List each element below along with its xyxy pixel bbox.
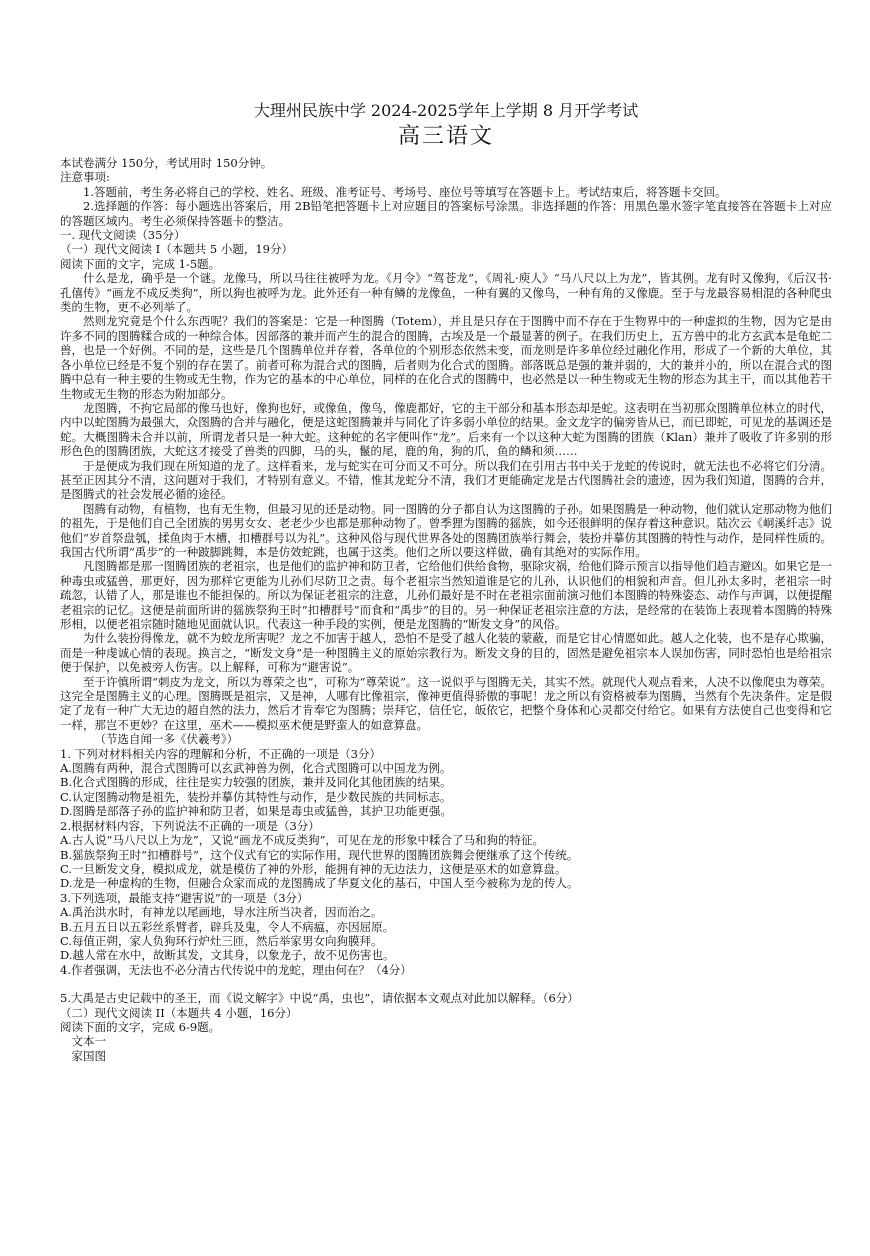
option-2b: B.猺族祭狗王时“扣槽群号”，这个仪式有它的实际作用，现代世界的图腾团族舞会便继承了这个传统。 [60,847,579,862]
sub1-instruction: 阅读下面的文字，完成 1-5题。 [60,256,221,271]
section-heading: 一. 现代文阅读（35分） [60,228,186,243]
score-time: 本试卷满分 150分，考试用时 150分钟。 [60,156,273,170]
option-1a: A.图腾有两种，混合式图腾可以玄武神兽为例，化合式图腾可以中国龙为例。 [60,761,452,776]
sub1-heading: （一）现代文阅读 I（本题共 5 小题，19分） [60,242,293,257]
note-2: 2.选择题的作答：每小题选出答案后，用 2B铅笔把答题卡上对应题目的答案标号涂黑。非选择题的作答：用黑色墨水签字笔直接答在答题卡上对应的答题区域内。考生必须保持答题卡的整洁。 [60,199,832,228]
question-2: 2.根据材料内容，下列说法不正确的一项是（3分） [60,818,320,833]
exam-page [60,100,832,1063]
exam-title: 大理州民族中学 2024-2025学年上学期 8 月开学考试 [253,101,639,120]
passage-paragraph: 至于许慎所谓“刺皮为龙文，所以为尊荣之也”，可称为“尊荣说”。这一说似乎与图腾无关，其实不然。就现代人观点看来，人决不以像爬虫为尊荣。这完全是图腾主义的心理。图腾既是祖宗，又是神，人哪有比像祖宗，像神更值得骄傲的事呢！龙之所以有资格被奉为图腾，当然有个先决条件。定是假定了龙有一种广大无边的超自然的法力，然后才肯奉它为图腾；崇拜它，信任它，皈依它，把整个身体和心灵都交付给它。如果有方法使自己也变得和它一样，那岂不更妙？在这里，巫术——模拟巫术便是野蛮人的如意算盘。 [60,674,832,732]
answer-space [60,977,832,991]
option-3c: C.每值正朔，家人负狗环行炉灶三匝，然后举家男女向狗膜拜。 [60,933,383,948]
passage-paragraph: 然则龙究竟是个什么东西呢？我们的答案是：它是一种图腾（Totem），并且是只存在于图腾中而不存在于生物界中的一种虚拟的生物，因为它是由许多不同的图腾糅合成的一种综合体。因部落的兼并而产生的混合的图腾，古埃及是一个最显著的例子。在我们历史上，五方兽中的北方玄武本是龟蛇二兽，也是一个好例。不同的是，这些是几个图腾单位并存着，各单位的个别形态依然未变，而龙则是许多单位经过融化作用，形成了一个新的大单位，其各小单位已经是不复个别的存在罢了。前者可称为混合式的图腾，后者则为化合式的图腾。部落既总是强的兼并弱的，大的兼并小的，所以在混合式的图腾中总有一种主要的生物或无生物，作为它的基本的中心单位，同样的在化合式的图腾中，也必然是以一种生物或无生物的形态为其主干，而以其他若干生物或无生物的形态为附加部分。 [60,314,832,401]
option-2d: D.龙是一种虚构的生物，但融合众家而成的龙图腾成了华夏文化的基石，中国人至今被称为龙的传人。 [60,876,579,891]
option-3b: B.五月五日以五彩丝系臂者，辟兵及鬼，令人不病瘟，亦因屈原。 [60,919,395,934]
text-title: 家国图 [71,1048,106,1063]
sub2-heading: （二）现代文阅读 II（本题共 4 小题，16分） [60,1005,298,1020]
passage-source: （节选自闻一多《伏羲考》） [94,732,239,747]
question-5: 5.大禹是古史记载中的圣王，而《说文解字》中说“禹，虫也”，请依据本文观点对此加以解释。（6分） [60,991,579,1006]
passage-paragraph: 为什么装扮得像龙，就不为蛟龙所害呢？龙之不加害于越人，恐怕不是受了越人化装的蒙蔽，而是它甘心情愿如此。越人之化装，也不是存心欺骗，而是一种虔诚心情的表现。换言之，“断发文身”是一种图腾主义的原始宗教行为。断发文身的目的，固然是避免祖宗本人误加伤害，同时恐怕也是给祖宗便于保护，以免被旁人伤害。以上解释，可称为“避害说”。 [60,631,832,675]
option-1c: C.认定图腾动物是祖先，装扮并摹仿其特性与动作，是少数民族的共同标志。 [60,789,452,804]
question-1: 1. 下列对材料相关内容的理解和分析，不正确的一项是（3分） [60,746,381,761]
option-2a: A.古人说“马八尺以上为龙”，又说“画龙不成反类狗”，可见在龙的形象中糅合了马和狗的特征。 [60,833,544,848]
option-1d: D.图腾是部落子孙的监护神和防卫者，如果是毒虫或猛兽，其护卫功能更强。 [60,804,452,819]
sub2-instruction: 阅读下面的文字，完成 6-9题。 [60,1019,221,1034]
option-3a: A.禹治洪水时，有神龙以尾画地，导水注所当决者，因而治之。 [60,905,383,920]
option-1b: B.化合式图腾的形成，往往是实力较强的团族，兼并及同化其他团族的结果。 [60,775,452,790]
passage-paragraph: 龙图腾，不拘它局部的像马也好，像狗也好，或像鱼，像鸟，像鹿都好，它的主干部分和基本形态却是蛇。这表明在当初那众图腾单位林立的时代，内中以蛇图腾为最强大，众图腾的合并与融化，便是这蛇图腾兼并与同化了许多弱小单位的结果。金文龙字的偏旁皆从已，而已即蛇，可见龙的基调还是蛇。大概图腾未合并以前，所谓龙者只是一种大蛇。这种蛇的名字便叫作“龙”。后来有一个以这种大蛇为图腾的团族（Klan）兼并了吸收了许多别的形形色色的图腾团族，大蛇这才接受了兽类的四脚，马的头，鬣的尾，鹿的角，狗的爪，鱼的鳞和须…… [60,400,832,459]
passage-paragraph: 什么是龙，确乎是一个谜。龙像马，所以马往往被呼为龙。《月令》“驾苍龙”，《周礼·庾人》“马八尺以上为龙”，皆其例。龙有时又像狗，《后汉书·孔僖传》“画龙不成反类狗”，所以狗也被呼为龙。此外还有一种有鳞的龙像鱼，一种有翼的又像鸟，一种有角的又像鹿。至于与龙最容易相混的各种爬虫类的生物，更不必列举了。 [60,271,832,315]
option-2c: C.一旦断发文身，模拟成龙，就是模仿了神的外形，能拥有神的无边法力，这便是巫术的如意算盘。 [60,861,567,876]
question-3: 3.下列选项，最能支持“避害说”的一项是（3分） [60,890,309,905]
notes-heading: 注意事项: [60,170,110,185]
subject-title: 高三语文 [397,124,494,149]
passage-paragraph: 图腾有动物，有植物，也有无生物，但最习见的还是动物。同一图腾的分子都自认为这图腾的子孙。如果图腾是一种动物，他们就认定那动物为他们的祖先，于是他们自己全团族的男男女女、老老少少也都是那种动物了。曾季狸为图腾的猺族，如今还很鲜明的保存着这种意识。陆次云《峒溪纤志》说他们“岁首祭盘瓠，揉鱼肉于木槽，扣槽群号以为礼”。这种风俗与现代世界各处的图腾团族举行舞会，装扮并摹仿其图腾的特性与动作，是同样性质的。我国古代所谓“禹步”的一种跛脚跳舞，本是仿效蛇跳，也属于这类。他们之所以要这样做，确有其绝对的实际作用。 [60,501,832,559]
option-3d: D.越人常在水中，故断其发，文其身，以象龙子，故不见伤害也。 [60,948,395,963]
question-4: 4.作者强调，无法也不必分清古代传说中的龙蛇，理由何在？（4分） [60,962,412,977]
passage-paragraph: 凡图腾都是那一图腾团族的老祖宗，也是他们的监护神和防卫者，它给他们供给食物，驱除灾祸，给他们降示预言以指导他们趋吉避凶。如果它是一种毒虫或猛兽，那更好，因为那样它更能为儿孙们尽防卫之责。每个老祖宗当然知道谁是它的儿孙，认识他们的相貌和声音。但儿孙太多时，老祖宗一时疏忽，认错了人，那是谁也不能担保的。所以为保证老祖宗的注意，儿孙们最好是不时在老祖宗面前演习他们本图腾的特殊姿态、动作与声调，以便提醒老祖宗的记忆。这便是前面所讲的猺族祭狗王时“扣槽群号”而食和“禹步”的目的。另一种保证老祖宗注意的方法，是经常的在装饰上表现着本图腾的特殊形相，以便老祖宗随时随地见面就认识。代表这一种手段的实例，便是龙图腾的“断发文身”的风俗。 [60,559,832,631]
note-1: 1.答题前，考生务必将自己的学校、姓名、班级、准考证号、考场号、座位号等填写在答题卡上。考试结束后，将答题卡交回。 [83,184,727,199]
passage-paragraph: 于是便成为我们现在所知道的龙了。这样看来，龙与蛇实在可分而又不可分。所以我们在引用古书中关于龙蛇的传说时，就无法也不必将它们分清。甚至正因其分不清，这问题对于我们，才特别有意义。不错，惟其龙蛇分不清，我们才更能确定龙是古代图腾社会的遗迹，因为我们知道，图腾的合并，是图腾式的社会发展必循的途径。 [60,458,832,502]
text-label: 文本一 [71,1034,106,1049]
